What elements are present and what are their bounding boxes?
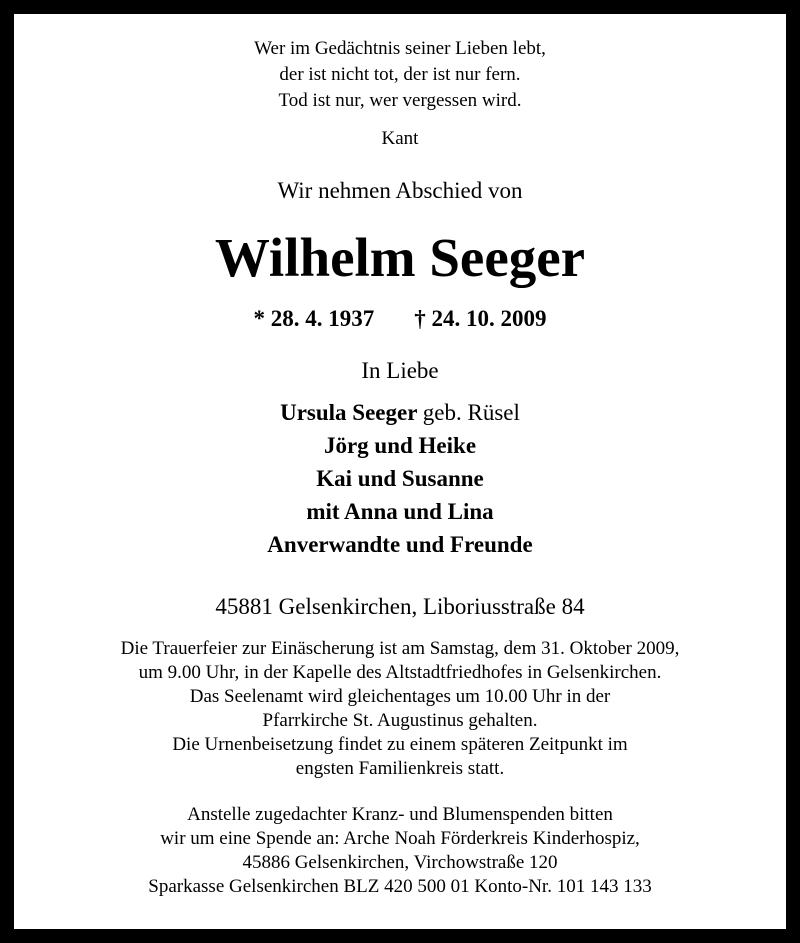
- motto-line: Tod ist nur, wer vergessen wird.: [278, 90, 522, 111]
- motto-author: Kant: [381, 128, 419, 149]
- donation-line: 45886 Gelsenkirchen, Virchowstraße 120: [242, 852, 558, 873]
- obituary-notice: [14, 14, 786, 929]
- death-date: † 24. 10. 2009: [414, 306, 547, 331]
- donation-line: Anstelle zugedachter Kranz- und Blumenspenden bitten: [187, 804, 613, 825]
- ceremony-line: Pfarrkirche St. Augustinus gehalten.: [262, 710, 538, 731]
- deceased-name: Wilhelm Seeger: [214, 227, 586, 288]
- birth-date: * 28. 4. 1937: [253, 306, 375, 331]
- mourner-line: mit Anna und Lina: [306, 499, 494, 524]
- in-love-text: In Liebe: [361, 358, 439, 383]
- mourner-line: Kai und Susanne: [316, 466, 484, 491]
- mourner-name: Ursula Seeger: [280, 400, 418, 425]
- ceremony-line: Die Urnenbeisetzung findet zu einem späteren Zeitpunkt im: [172, 734, 628, 755]
- ceremony-line: engsten Familienkreis statt.: [295, 758, 505, 779]
- family-address: 45881 Gelsenkirchen, Liboriusstraße 84: [215, 594, 585, 619]
- ceremony-line: Das Seelenamt wird gleichentages um 10.00 Uhr in der: [189, 686, 611, 707]
- mourner-line: Anverwandte und Freunde: [267, 532, 533, 557]
- motto-line: Wer im Gedächtnis seiner Lieben lebt,: [254, 38, 546, 59]
- mourner-line: [14, 400, 786, 426]
- donation-line: Sparkasse Gelsenkirchen BLZ 420 500 01 Konto-Nr. 101 143 133: [148, 876, 652, 897]
- ceremony-line: Die Trauerfeier zur Einäscherung ist am Samstag, dem 31. Oktober 2009,: [120, 638, 680, 659]
- ceremony-line: um 9.00 Uhr, in der Kapelle des Altstadtfriedhofes in Gelsenkirchen.: [138, 662, 662, 683]
- motto-line: der ist nicht tot, der ist nur fern.: [279, 64, 521, 85]
- donation-line: wir um eine Spende an: Arche Noah Förderkreis Kinderhospiz,: [160, 828, 640, 849]
- mourner-maiden-name: geb. Rüsel: [422, 400, 520, 425]
- mourner-line: Jörg und Heike: [323, 433, 477, 458]
- life-dates: [14, 306, 786, 332]
- intro-text: Wir nehmen Abschied von: [277, 178, 523, 203]
